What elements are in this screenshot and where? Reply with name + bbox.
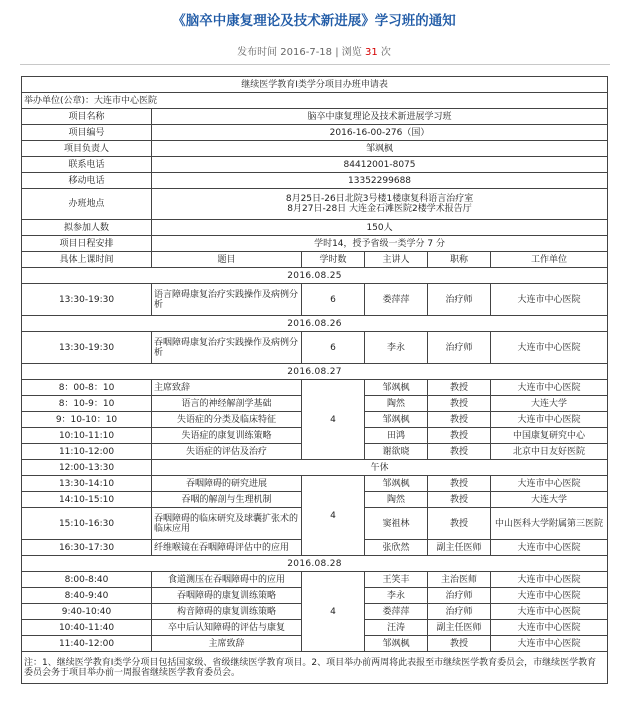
session-speaker: 邹飒枫 [365,636,428,652]
info-value: 84412001-8075 [152,157,608,173]
session-topic: 食道测压在吞咽障碍中的应用 [152,572,302,588]
session-speaker-title: 治疗师 [428,332,491,364]
session-org: 大连市中心医院 [491,636,608,652]
session-topic: 构音障碍的康复训练策略 [152,604,302,620]
session-topic: 语言的神经解剖学基础 [152,396,302,412]
header-divider [20,64,610,65]
session-row [22,476,608,492]
session-org: 大连市中心医院 [491,332,608,364]
session-org: 中国康复研究中心 [491,428,608,444]
publish-meta [0,43,628,58]
session-topic: 吞咽障碍的康复训练策略 [152,588,302,604]
day-row [22,316,608,332]
session-time: 8：00-8：10 [22,380,152,396]
session-time: 9:40-10:40 [22,604,152,620]
session-topic: 失语症的分类及临床特征 [152,412,302,428]
break-time: 12:00-13:30 [22,460,152,476]
session-speaker-title: 治疗师 [428,604,491,620]
info-label: 项目名称 [22,109,152,125]
session-speaker: 汪涛 [365,620,428,636]
session-speaker-title: 主治医师 [428,572,491,588]
session-speaker: 邹飒枫 [365,380,428,396]
day-date: 2016.08.28 [22,556,608,572]
info-row [22,125,608,141]
session-row [22,284,608,316]
day-row [22,364,608,380]
info-row [22,236,608,252]
session-topic: 吞咽障碍的研究进展 [152,476,302,492]
session-row [22,332,608,364]
session-speaker-title: 教授 [428,508,491,540]
session-speaker: 娄萍萍 [365,284,428,316]
form-caption: 继续医学教育I类学分项目办班申请表 [22,77,608,93]
session-speaker-title: 治疗师 [428,284,491,316]
session-speaker: 李永 [365,332,428,364]
session-speaker-title: 教授 [428,428,491,444]
info-label: 拟参加人数 [22,220,152,236]
session-time: 13:30-19:30 [22,284,152,316]
session-topic: 吞咽障碍康复治疗实践操作及病例分析 [152,332,302,364]
column-header: 主讲人 [365,252,428,268]
info-value: 邹飒枫 [152,141,608,157]
session-speaker: 王笑丰 [365,572,428,588]
session-topic: 语言障碍康复治疗实践操作及病例分析 [152,284,302,316]
session-speaker: 娄萍萍 [365,604,428,620]
column-header: 工作单位 [491,252,608,268]
break-row [22,460,608,476]
session-hours: 6 [302,284,365,316]
info-row [22,173,608,189]
day-date: 2016.08.27 [22,364,608,380]
column-header: 学时数 [302,252,365,268]
organizer: 举办单位(公章)：大连市中心医院 [22,93,608,109]
day-date: 2016.08.25 [22,268,608,284]
organizer-row [22,93,608,109]
session-speaker: 李永 [365,588,428,604]
session-org: 大连市中心医院 [491,284,608,316]
session-row [22,380,608,396]
column-header: 具体上课时间 [22,252,152,268]
info-label: 项目编号 [22,125,152,141]
session-org: 大连市中心医院 [491,620,608,636]
day-row [22,556,608,572]
info-value: 13352299688 [152,173,608,189]
info-label: 移动电话 [22,173,152,189]
session-topic: 吞咽障碍的临床研究及球囊扩张术的临床应用 [152,508,302,540]
session-org: 大连市中心医院 [491,588,608,604]
published-date: 2016-7-18 [280,47,333,58]
session-hours: 4 [302,476,365,556]
info-value-venue [152,189,608,220]
session-topic: 纤维喉镜在吞咽障碍评估中的应用 [152,540,302,556]
column-header: 题目 [152,252,302,268]
session-speaker: 张欣然 [365,540,428,556]
session-speaker: 谢欲晓 [365,444,428,460]
session-org: 大连市中心医院 [491,476,608,492]
session-time: 10:40-11:40 [22,620,152,636]
info-label: 项目日程安排 [22,236,152,252]
session-time: 11:10-12:00 [22,444,152,460]
venue-line-1: 8月25日-26日北院3号楼1楼康复科语言治疗室 [285,194,474,204]
session-speaker-title: 教授 [428,396,491,412]
published-label: 发布时间 [237,47,278,58]
footnote: 注：1、继续医学教育I类学分项目包括国家级、省级继续医学教育项目。2、项目举办前两周将此表报至市继续医学教育委员会，市继续医学教育委员会务于项目举办前一周报省继续医学教育委员会。 [22,652,608,684]
session-org: 大连市中心医院 [491,412,608,428]
info-value: 脑卒中康复理论及技术新进展学习班 [152,109,608,125]
session-org: 大连市中心医院 [491,572,608,588]
session-speaker: 陶然 [365,492,428,508]
session-topic: 主席致辞 [152,380,302,396]
session-org: 大连大学 [491,396,608,412]
views-unit: 次 [380,47,391,58]
session-speaker-title: 教授 [428,380,491,396]
session-speaker-title: 副主任医师 [428,540,491,556]
session-speaker: 窦祖林 [365,508,428,540]
session-topic: 吞咽的解剖与生理机制 [152,492,302,508]
page-title: 《脑卒中康复理论及技术新进展》学习班的通知 [172,13,456,29]
session-time: 8:40-9:40 [22,588,152,604]
info-row [22,157,608,173]
session-time: 15:10-16:30 [22,508,152,540]
session-time: 10:10-11:10 [22,428,152,444]
info-row [22,141,608,157]
info-label: 联系电话 [22,157,152,173]
session-org: 中山医科大学附属第三医院 [491,508,608,540]
info-row [22,109,608,125]
session-org: 北京中日友好医院 [491,444,608,460]
session-topic: 主席致辞 [152,636,302,652]
info-value: 学时14，授予省级一类学分 7 分 [152,236,608,252]
session-speaker: 陶然 [365,396,428,412]
views-count: 31 [364,47,378,58]
info-label: 办班地点 [22,189,152,220]
day-row [22,268,608,284]
session-topic: 失语症的康复训练策略 [152,428,302,444]
session-time: 11:40-12:00 [22,636,152,652]
venue-line-2: 8月27日-28日 大连金石滩医院2楼学术报告厅 [287,204,472,214]
info-value: 2016-16-00-276（国） [152,125,608,141]
session-time: 8:00-8:40 [22,572,152,588]
session-speaker-title: 教授 [428,412,491,428]
session-row [22,572,608,588]
info-row [22,220,608,236]
schedule-header-row [22,252,608,268]
application-form-table [21,76,608,684]
session-speaker: 邹飒枫 [365,476,428,492]
session-time: 16:30-17:30 [22,540,152,556]
session-time: 9：10-10：10 [22,412,152,428]
session-speaker-title: 教授 [428,492,491,508]
views-label: 浏览 [341,47,362,58]
session-time: 13:30-19:30 [22,332,152,364]
session-hours: 6 [302,332,365,364]
session-speaker-title: 教授 [428,636,491,652]
session-hours: 4 [302,380,365,460]
session-speaker-title: 副主任医师 [428,620,491,636]
session-time: 14:10-15:10 [22,492,152,508]
session-speaker-title: 教授 [428,476,491,492]
info-value: 150人 [152,220,608,236]
session-speaker: 邹飒枫 [365,412,428,428]
info-label: 项目负责人 [22,141,152,157]
session-speaker-title: 教授 [428,444,491,460]
info-row [22,189,608,220]
session-time: 13:30-14:10 [22,476,152,492]
note-row [22,652,608,684]
session-topic: 失语症的评估及治疗 [152,444,302,460]
session-org: 大连市中心医院 [491,380,608,396]
column-header: 职称 [428,252,491,268]
form-caption-row [22,77,608,93]
session-time: 8：10-9：10 [22,396,152,412]
break-label: 午休 [152,460,608,476]
session-speaker: 田鸿 [365,428,428,444]
session-speaker-title: 治疗师 [428,588,491,604]
session-org: 大连大学 [491,492,608,508]
session-topic: 卒中后认知障碍的评估与康复 [152,620,302,636]
session-org: 大连市中心医院 [491,604,608,620]
session-org: 大连市中心医院 [491,540,608,556]
session-hours: 4 [302,572,365,652]
day-date: 2016.08.26 [22,316,608,332]
meta-separator: | [335,47,339,58]
